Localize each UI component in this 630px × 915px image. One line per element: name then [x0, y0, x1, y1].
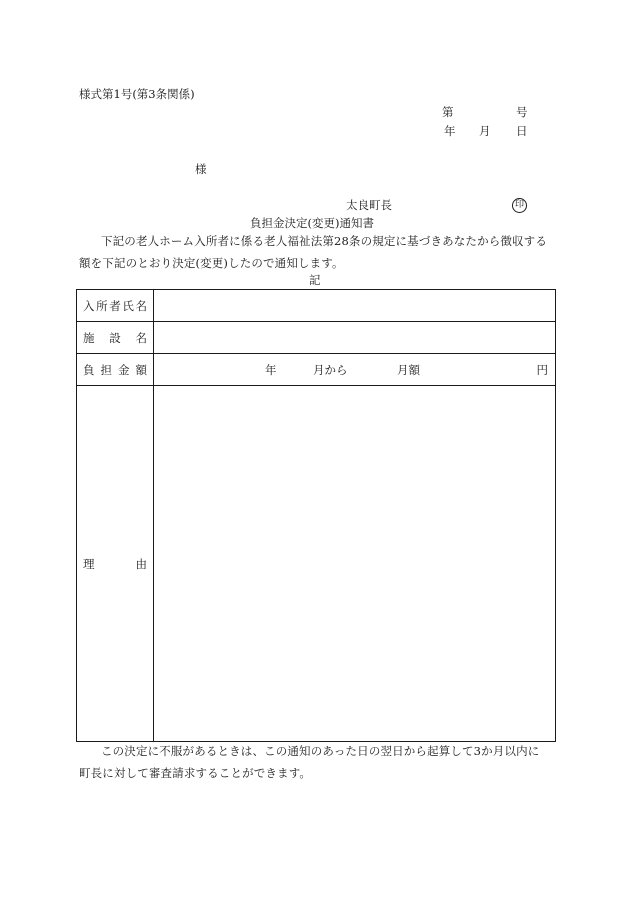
table-row-reason [77, 386, 556, 742]
notice-line-1: この決定に不服があるときは、この通知のあった日の翌日から起算して3か月以内に [101, 744, 540, 758]
amount-label-cell: 負 担 金 額 [77, 354, 154, 386]
recipient-suffix: 様 [195, 162, 207, 176]
notice-line-2: 町長に対して審査請求することができます。 [79, 766, 312, 780]
doc-number-prefix: 第 [442, 105, 454, 119]
amount-from-month: 月から [313, 363, 348, 377]
intro-line-1: 下記の老人ホーム入所者に係る老人福祉法第28条の規定に基づきあなたから徴収する [101, 234, 547, 248]
table-row-facility [77, 322, 556, 354]
intro-paragraph [79, 230, 557, 274]
table-row-name [77, 290, 556, 322]
appeal-notice [79, 740, 557, 784]
doc-number-suffix: 号 [516, 105, 528, 119]
intro-line-2: 額を下記のとおり決定(変更)したので通知します。 [79, 256, 344, 270]
amount-yen: 円 [536, 363, 548, 377]
issuer-title: 太良町長 [346, 198, 392, 212]
date-year: 年 [444, 124, 456, 138]
seal-mark: 印 [512, 198, 527, 213]
ki-heading: 記 [309, 273, 321, 287]
document-title: 負担金決定(変更)通知書 [250, 216, 374, 230]
name-label-cell: 入 所 者 氏 名 [77, 290, 154, 322]
name-value-cell[interactable] [154, 290, 556, 322]
facility-value-cell[interactable] [154, 322, 556, 354]
reason-value-cell[interactable] [154, 386, 556, 742]
amount-value-cell[interactable] [154, 354, 556, 386]
date-month: 月 [479, 124, 491, 138]
amount-year: 年 [265, 363, 277, 377]
table-row-amount [77, 354, 556, 386]
notice-table [76, 289, 556, 742]
facility-label-cell: 施 設 名 [77, 322, 154, 354]
form-number: 様式第1号(第3条関係) [79, 87, 195, 101]
date-day: 日 [516, 124, 528, 138]
reason-label-cell: 理 由 [77, 386, 154, 742]
amount-monthly: 月額 [397, 363, 420, 377]
